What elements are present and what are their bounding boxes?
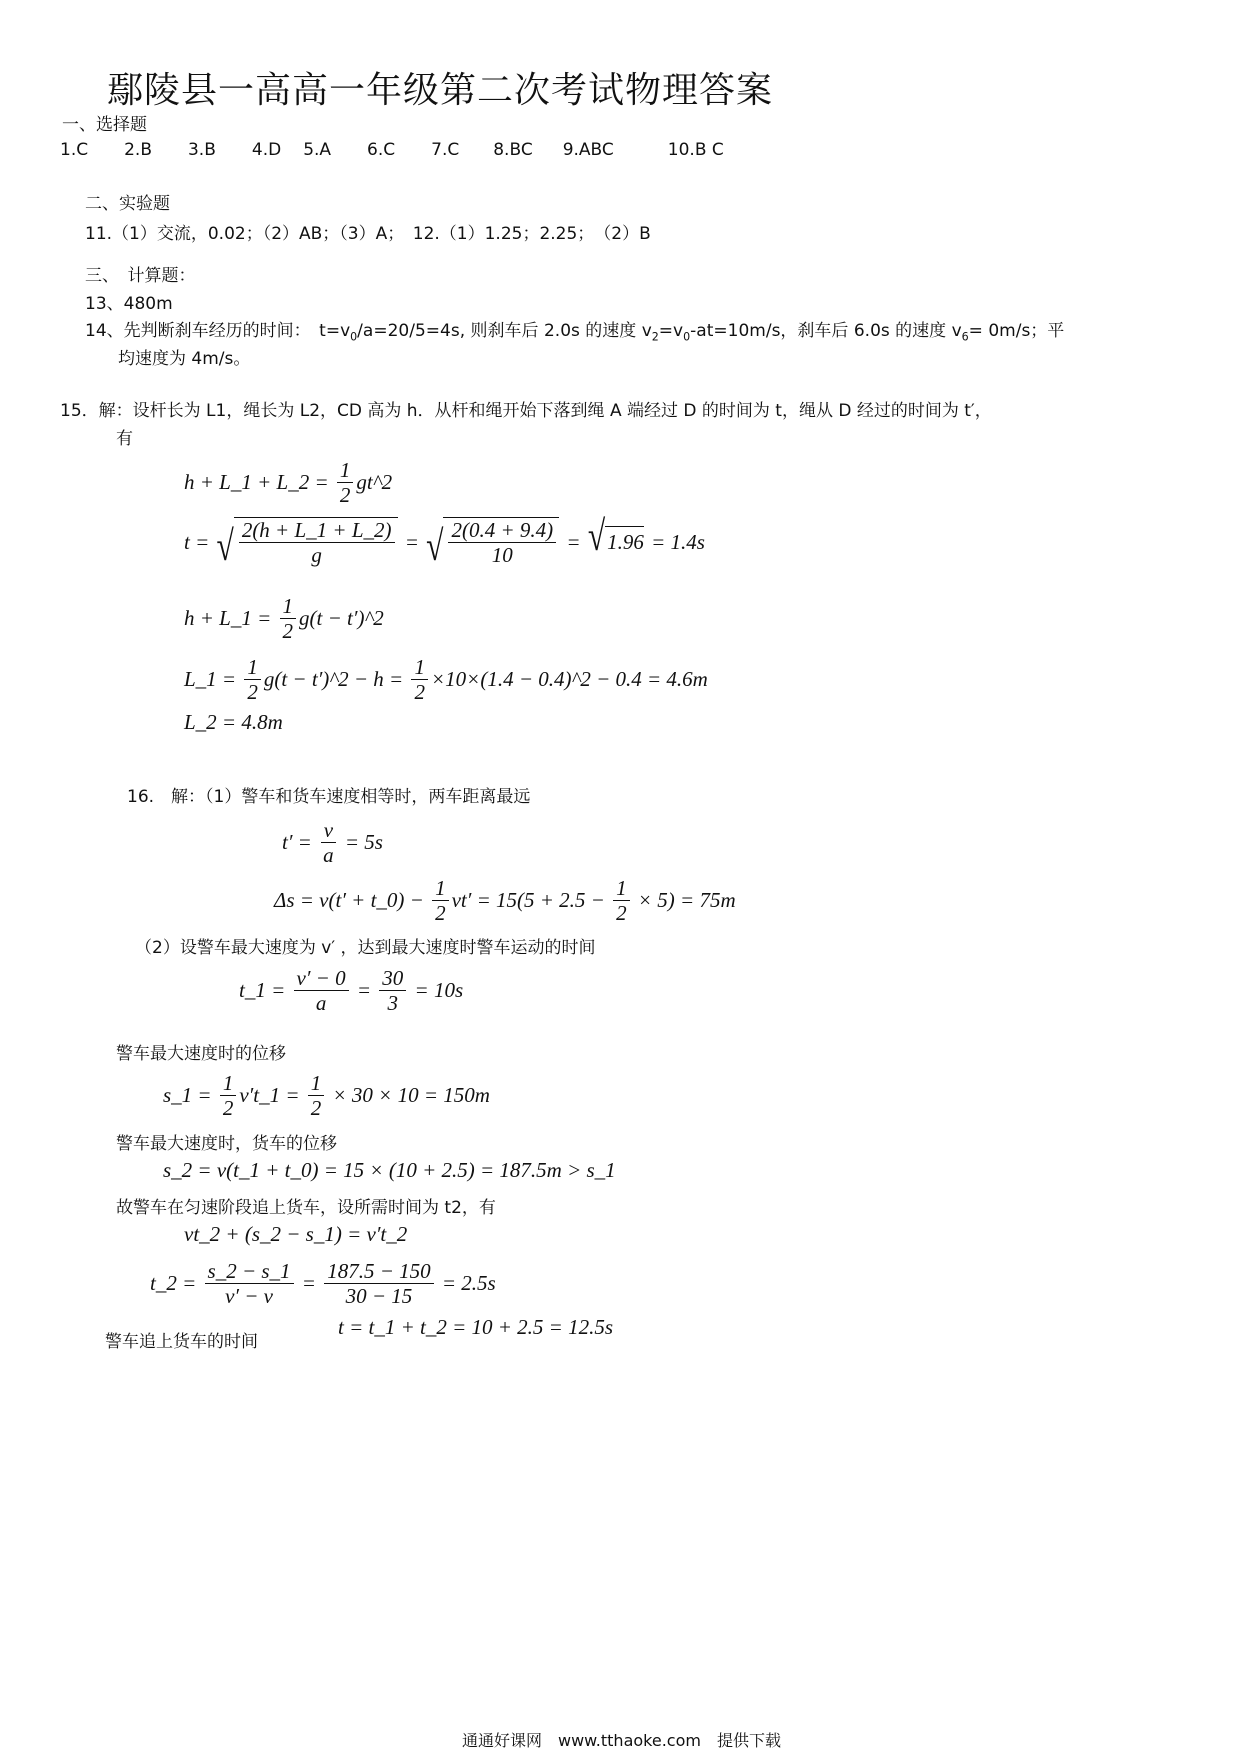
fraction <box>308 1071 325 1120</box>
numerator: v <box>321 818 336 843</box>
eq15-2 <box>184 512 705 570</box>
eq-text: = 10s <box>409 978 464 1003</box>
denominator: 2 <box>247 680 258 705</box>
radicand-text: 1.96 <box>607 530 644 555</box>
fraction <box>432 876 449 925</box>
numerator: v′ − 0 <box>294 966 349 991</box>
eq-text: h + L_1 + L_2 = <box>184 470 334 495</box>
answer-13: 13、480m <box>85 294 173 314</box>
eq-text: vt_2 + (s_2 − s_1) = v′t_2 <box>184 1222 408 1246</box>
fraction <box>244 655 261 704</box>
choice-answer: 10.B C <box>667 140 724 160</box>
eq-text: ×10×(1.4 − 0.4)^2 − 0.4 = 4.6m <box>430 667 708 692</box>
answer-16-line1: 16. 解：（1）警车和货车速度相等时，两车距离最远 <box>127 787 531 807</box>
fraction <box>324 1259 433 1308</box>
eq-text: g(t − t′)^2 <box>299 606 384 631</box>
eq-text: = <box>351 978 377 1003</box>
fraction <box>320 818 337 867</box>
answer-16-part2: （2）设警车最大速度为 v′ ，达到最大速度时警车运动的时间 <box>135 938 596 958</box>
text-t2: 故警车在匀速阶段追上货车，设所需时间为 t2，有 <box>116 1198 496 1218</box>
denominator: 30 − 15 <box>345 1284 413 1309</box>
eq-text: t′ = <box>282 830 318 855</box>
fraction <box>239 518 395 567</box>
radicand <box>605 526 644 558</box>
square-root <box>426 517 559 570</box>
numerator: 30 <box>379 966 406 991</box>
choice-answer: 4.D <box>251 140 282 160</box>
eq-text: t_1 = <box>239 978 291 1003</box>
eq-text: gt^2 <box>356 470 393 495</box>
choice-answer: 2.B <box>124 140 152 160</box>
denominator: v′ − v <box>225 1284 273 1309</box>
numerator: s_2 − s_1 <box>205 1259 294 1284</box>
eq16-t1 <box>239 966 463 1015</box>
answer-14-line2: 均速度为 4m/s。 <box>118 349 251 369</box>
eq-text: × 5) = 75m <box>632 888 736 913</box>
section-heading-choice: 一、选择题 <box>62 115 147 135</box>
denominator: a <box>315 991 327 1016</box>
fraction <box>613 876 630 925</box>
eq15-4 <box>184 655 708 704</box>
denominator: g <box>311 543 322 568</box>
eq-text: h + L_1 = <box>184 606 277 631</box>
eq-text: L_1 = <box>184 667 242 692</box>
denominator: 2 <box>616 901 627 926</box>
numerator: 1 <box>280 594 297 619</box>
numerator: 1 <box>432 876 449 901</box>
choice-answer: 1.C <box>60 140 89 160</box>
denominator: 2 <box>282 619 294 644</box>
fraction <box>448 518 556 567</box>
eq-text: L_2 = 4.8m <box>184 710 283 734</box>
eq16-s1 <box>163 1071 490 1120</box>
fraction <box>294 966 349 1015</box>
eq-text: = 5s <box>339 830 383 855</box>
eq16-t-prime <box>282 818 383 867</box>
eq-text: s_2 = v(t_1 + t_0) = 15 × (10 + 2.5) = 187.5m > s_1 <box>163 1158 616 1182</box>
eq15-3 <box>184 594 384 643</box>
numerator: 1 <box>337 458 354 483</box>
eq-text: g(t − t′)^2 − h = <box>263 667 409 692</box>
eq-text: = 1.4s <box>645 529 705 554</box>
choice-answer: 9.ABC <box>562 140 614 160</box>
answer-11-12: 11.（1）交流，0.02；（2）AB；（3）A； 12.（1）1.25；2.25； （2）B <box>85 224 651 244</box>
eq-text: = <box>296 1271 322 1296</box>
square-root <box>587 512 644 560</box>
numerator: 2(0.4 + 9.4) <box>448 518 556 543</box>
numerator: 1 <box>613 876 630 901</box>
eq16-s2 <box>163 1158 616 1183</box>
eq-text: t_2 = <box>150 1271 202 1296</box>
fraction <box>280 594 297 643</box>
choice-answer: 7.C <box>431 140 460 160</box>
page-title: 鄢陵县一高高一年级第二次考试物理答案 <box>107 70 774 111</box>
eq16-vt2 <box>184 1222 407 1247</box>
numerator: 1 <box>244 655 261 680</box>
eq-text: = 2.5s <box>436 1271 496 1296</box>
fraction <box>379 966 406 1015</box>
choice-answer: 3.B <box>187 140 216 160</box>
eq16-t2 <box>150 1259 496 1308</box>
numerator: 1 <box>220 1071 237 1096</box>
text-s2: 警车最大速度时，货车的位移 <box>116 1134 337 1154</box>
eq-text: v′t_1 = <box>239 1083 305 1108</box>
numerator: 1 <box>411 655 428 680</box>
choice-answer: 6.C <box>367 140 396 160</box>
eq-text: t = <box>184 529 215 554</box>
denominator: a <box>323 843 334 868</box>
denominator: 2 <box>339 483 351 508</box>
answer-15-line1: 15．解：设杆长为 L1，绳长为 L2，CD 高为 h．从杆和绳开始下落到绳 A 端经过 D 的时间为 t，绳从 D 经过的时间为 t′， <box>60 401 992 421</box>
choice-answers <box>60 140 724 160</box>
fraction <box>411 655 428 704</box>
eq16-total <box>338 1315 613 1340</box>
numerator: 187.5 − 150 <box>324 1259 433 1284</box>
section-heading-calculation: 三、 计算题： <box>85 266 196 286</box>
denominator: 10 <box>491 543 513 568</box>
eq16-delta-s <box>274 876 736 925</box>
denominator: 2 <box>310 1096 322 1121</box>
eq-text: t = t_1 + t_2 = 10 + 2.5 = 12.5s <box>338 1315 614 1339</box>
eq-text: = <box>399 529 425 554</box>
numerator: 1 <box>308 1071 325 1096</box>
footer-source: 通通好课网 www.tthaoke.com 提供下载 <box>462 1731 781 1750</box>
square-root <box>216 517 398 570</box>
fraction <box>220 1071 237 1120</box>
choice-answer: 8.BC <box>493 140 533 160</box>
denominator: 3 <box>387 991 399 1016</box>
radical-sign: √ <box>587 512 606 560</box>
fraction <box>337 458 354 507</box>
radical-sign: √ <box>216 522 234 570</box>
eq-text: = <box>561 529 586 554</box>
radical-sign: √ <box>426 522 444 570</box>
eq-text: × 30 × 10 = 150m <box>327 1083 490 1108</box>
radicand <box>443 517 559 567</box>
choice-answer: 5.A <box>303 140 332 160</box>
radicand <box>234 517 398 567</box>
text-s1: 警车最大速度时的位移 <box>116 1044 286 1064</box>
eq-text: vt′ = 15(5 + 2.5 − <box>451 888 611 913</box>
answer-15-line2: 有 <box>116 429 133 449</box>
denominator: 2 <box>435 901 446 926</box>
eq15-1 <box>184 458 392 507</box>
numerator: 2(h + L_1 + L_2) <box>239 518 395 543</box>
answer-14-line1: 14、先判断刹车经历的时间： $t=v_0/a=20/5=4s$, 则刹车后 2.0s 的速度 $v_2=v_0-at=10m/s$，刹车后 6.0s 的速度 $v_6= 0m/s$；平 <box>85 321 1065 344</box>
fraction <box>205 1259 294 1308</box>
section-heading-experiment: 二、实验题 <box>85 194 170 214</box>
denominator: 2 <box>414 680 425 705</box>
eq-text: Δs = v(t′ + t_0) − <box>274 888 430 913</box>
text-total: 警车追上货车的时间 <box>105 1332 258 1352</box>
eq-text: s_1 = <box>163 1083 217 1108</box>
denominator: 2 <box>222 1096 234 1121</box>
eq15-5 <box>184 710 283 735</box>
